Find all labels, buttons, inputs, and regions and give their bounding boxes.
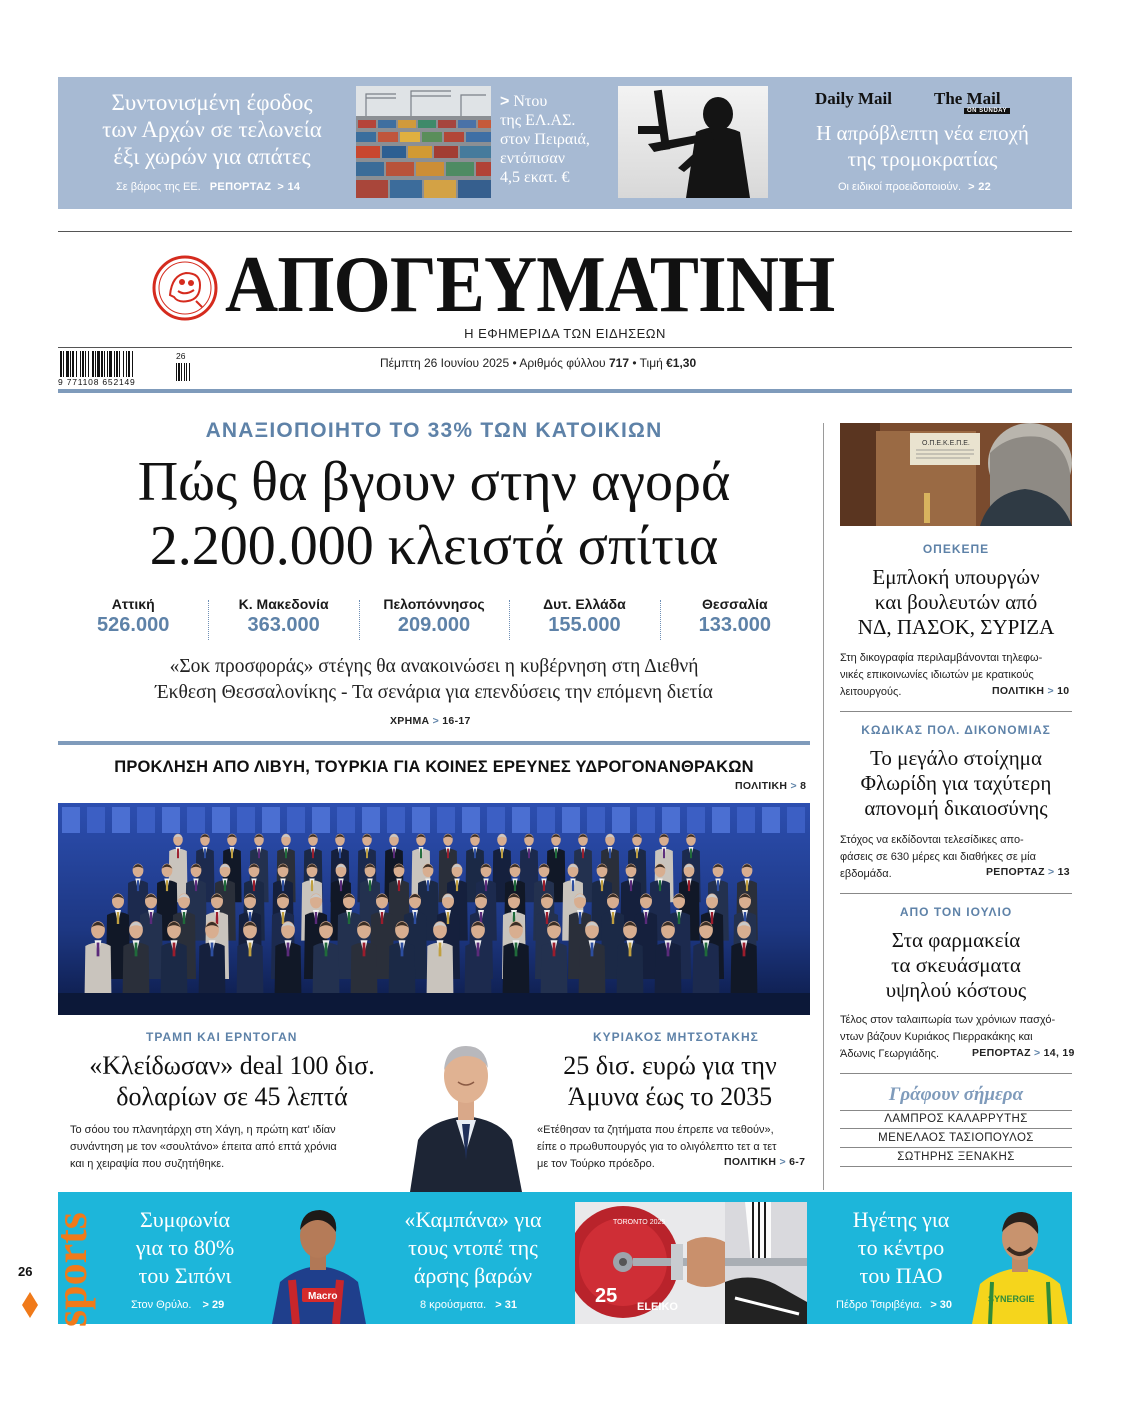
sports-story2-headline[interactable]: «Καμπάνα» για τους ντοπέ της άρσης βαρών — [404, 1207, 542, 1288]
diamond-marker — [22, 1292, 38, 1318]
promo-terrorism-headline[interactable]: Η απρόβλεπτη νέα εποχή της τρομοκρατίας — [816, 121, 1029, 171]
promo-piraeus-text[interactable]: > Ντου της ΕΛ.ΑΣ. στον Πειραιά, εντόπισαν 4,5 εκατ. € — [500, 93, 590, 186]
lead-page-ref[interactable]: ΧΡΗΜΑ > 16-17 — [390, 715, 471, 727]
issue-number: 717 — [608, 356, 629, 370]
barcode-number: 9 771108 652149 — [58, 377, 136, 387]
stat-peloponnese: Πελοπόννησος 209.000 — [359, 596, 509, 644]
jersey2-sponsor-text: SYNERGIE — [988, 1294, 1035, 1304]
barcode — [58, 351, 198, 387]
rc-story2-kicker: ΚΩΔΙΚΑΣ ΠΟΛ. ΔΙΚΟΝΟΜΙΑΣ — [861, 723, 1051, 737]
stat-central-macedonia: Κ. Μακεδονία 363.000 — [208, 596, 358, 644]
masthead-emblem — [152, 255, 218, 321]
sports-section-label — [40, 1205, 100, 1335]
masthead-bottom-rule — [58, 347, 1072, 348]
terrorism-silhouette-photo — [618, 86, 768, 198]
writers-title: Γράφουν σήμερα — [888, 1084, 1024, 1105]
secondary-blue-rule — [58, 741, 810, 745]
sports-story1-ref[interactable]: Στον Θρύλο. > 29 — [131, 1299, 225, 1311]
rc-divider-3 — [840, 1073, 1072, 1074]
rc-story1-body: Στη δικογραφία περιλαμβάνονται τηλεφω- νικές επικοινωνίες ιδιωτών με κρατικούς λειτουργούς. — [840, 652, 1043, 698]
barcode-addon-number: 26 — [176, 351, 186, 361]
mitsotakis-story-body: «Ετέθησαν τα ζητήματα που έπρεπε να τεθούν», είπε ο πρωθυπουργός για το ολιγόλεπτο τετ α τετ με τον Τούρκο πρόεδρο. — [537, 1124, 777, 1170]
plate-brand-text: ELEIKO — [637, 1301, 678, 1313]
promo-customs-ref[interactable]: Σε βάρος της ΕΕ. ΡΕΠΟΡΤΑΖ > 14 — [116, 181, 301, 193]
sports-story3-headline[interactable]: Ηγέτης για το κέντρο του ΠΑΟ — [852, 1207, 950, 1288]
daily-mail-logo: Daily Mail — [815, 89, 892, 108]
rc-story2-headline[interactable]: Το μεγάλο στοίχημα Φλωρίδη για ταχύτερη απονομή δικαιοσύνης — [860, 746, 1052, 820]
opekepe-photo — [840, 423, 1072, 526]
page-number: 26 — [18, 1264, 33, 1279]
stat-western-greece: Δυτ. Ελλάδα 155.000 — [509, 596, 659, 644]
writer-item[interactable]: ΜΕΝΕΛΑΟΣ ΤΑΣΙΟΠΟΥΛΟΣ — [840, 1130, 1072, 1148]
mitsotakis-story-kicker: ΚΥΡΙΑΚΟΣ ΜΗΤΣΟΤΑΚΗΣ — [593, 1030, 759, 1044]
masthead-title: ΑΠΟΓΕΥΜΑΤΙΝΗ — [225, 241, 835, 329]
rc-divider-2 — [840, 893, 1072, 894]
stat-thessaly: Θεσσαλία 133.000 — [660, 596, 810, 644]
trump-story-kicker: ΤΡΑΜΠ ΚΑΙ ΕΡΝΤΟΓΑΝ — [146, 1030, 298, 1044]
mitsotakis-page-ref[interactable]: ΠΟΛΙΤΙΚΗ > 6-7 — [724, 1156, 806, 1168]
secondary-page-ref[interactable]: ΠΟΛΙΤΙΚΗ > 8 — [735, 780, 807, 792]
lead-headline[interactable]: Πώς θα βγουν στην αγορά 2.200.000 κλειστά σπίτια — [137, 451, 731, 577]
masthead-blue-rule — [58, 389, 1072, 393]
jersey-sponsor-text: Macro — [308, 1291, 338, 1302]
opekepe-sign: Ο.Π.Ε.Κ.Ε.Π.Ε. — [922, 440, 970, 447]
weightlifting-photo — [575, 1202, 807, 1324]
trump-story-headline[interactable]: «Κλείδωσαν» deal 100 δισ. δολαρίων σε 45 λεπτά — [89, 1051, 375, 1111]
promo-terrorism-ref[interactable]: Οι ειδικοί προειδοποιούν. > 22 — [838, 181, 992, 193]
svg-text:sports: sports — [47, 1212, 96, 1327]
sports-story1-headline[interactable]: Συμφωνία για το 80% του Σιπόνι — [135, 1207, 235, 1288]
lead-kicker: ΑΝΑΞΙΟΠΟΙΗΤΟ ΤΟ 33% ΤΩΝ ΚΑΤΟΙΚΙΩΝ — [205, 419, 663, 442]
column-divider — [823, 423, 824, 1190]
mitsotakis-story-headline[interactable]: 25 δισ. ευρώ για την Άμυνα έως το 2035 — [563, 1051, 777, 1111]
stat-attica: Αττική 526.000 — [97, 596, 170, 636]
rc-story3-headline[interactable]: Στα φαρμακεία τα σκευάσματα υψηλού κόστους — [885, 928, 1027, 1002]
price: €1,30 — [666, 356, 697, 370]
rc-story2-page-ref[interactable]: ΡΕΠΟΡΤΑΖ > 13 — [986, 866, 1070, 878]
masthead-top-rule — [58, 231, 1072, 232]
plate-event-text: TORONTO 2025 — [613, 1219, 666, 1226]
the-mail-on-sunday-logo: The Mail ON SUNDAY — [934, 89, 1001, 109]
masthead-tagline: Η ΕΦΗΜΕΡΙΔΑ ΤΩΝ ΕΙΔΗΣΕΩΝ — [464, 326, 666, 341]
mitsotakis-photo — [400, 1020, 530, 1192]
writer-item[interactable]: ΛΑΜΠΡΟΣ ΚΑΛΑΡΡΥΤΗΣ — [840, 1111, 1072, 1129]
rc-story1-page-ref[interactable]: ΠΟΛΙΤΙΚΗ > 10 — [992, 685, 1070, 697]
sports-story2-ref[interactable]: 8 κρούσματα. > 31 — [420, 1299, 517, 1311]
player-photo-1 — [262, 1202, 374, 1324]
secondary-headline[interactable]: ΠΡΟΚΛΗΣΗ ΑΠΟ ΛΙΒΥΗ, ΤΟΥΡΚΙΑ ΓΙΑ ΚΟΙΝΕΣ ΕΡΕΥΝΕΣ ΥΔΡΟΓΟΝΑΝΘΡΑΚΩΝ — [114, 758, 754, 776]
sports-story3-ref[interactable]: Πέδρο Τσιριβέγια. > 30 — [836, 1299, 953, 1311]
player-photo-2 — [966, 1202, 1072, 1324]
rc-story1-headline[interactable]: Εμπλοκή υπουργών και βουλευτών από ΝΔ, ΠΑΣΟΚ, ΣΥΡΙΖΑ — [857, 565, 1055, 639]
rc-divider-1 — [840, 711, 1072, 712]
rc-story1-kicker: ΟΠΕΚΕΠΕ — [922, 542, 990, 556]
nato-summit-group-photo — [58, 803, 810, 1015]
trump-story-body: Το σόου του πλανητάρχη στη Χάγη, η πρώτη κατ' ιδίαν συνάντηση με τον «σουλτάνο» έπειτα από επτά χρόνια και η χειραψία που συζητήθηκε. — [70, 1124, 337, 1170]
lead-deck: «Σοκ προσφοράς» στέγης θα ανακοινώσει η κυβέρνηση στη Διεθνή Έκθεση Θεσσαλονίκης - Τα σενάρια για επενδύσεις την επόμενη διετία — [155, 656, 713, 703]
container-port-photo — [356, 86, 491, 198]
plate-number-text: 25 — [595, 1285, 618, 1307]
rc-story3-body: Τέλος στον ταλαιπωρία των χρόνιων πασχό- ντων βάζουν Κυριάκος Πιερρακάκης και Άδωνις Γεωργιάδης. — [840, 1014, 1056, 1060]
promo-customs-headline[interactable]: Συντονισμένη έφοδος των Αρχών σε τελωνεία έξι χωρών για απάτες — [102, 90, 322, 170]
rc-story2-body: Στόχος να εκδίδονται τελεσίδικες απο- φάσεις σε 630 μέρες και διαθήκες σε μία εβδομάδα. — [840, 834, 1036, 880]
rc-story3-kicker: ΑΠΟ ΤΟΝ ΙΟΥΛΙΟ — [899, 905, 1013, 919]
rc-story3-page-ref[interactable]: ΡΕΠΟΡΤΑΖ > 14, 19 — [972, 1047, 1075, 1059]
writer-item[interactable]: ΣΩΤΗΡΗΣ ΞΕΝΑΚΗΣ — [840, 1149, 1072, 1167]
lead-stats — [58, 596, 810, 644]
dateline: Πέμπτη 26 Ιουνίου 2025 • Αριθμός φύλλου 717 • Τιμή €1,30 — [380, 356, 697, 370]
